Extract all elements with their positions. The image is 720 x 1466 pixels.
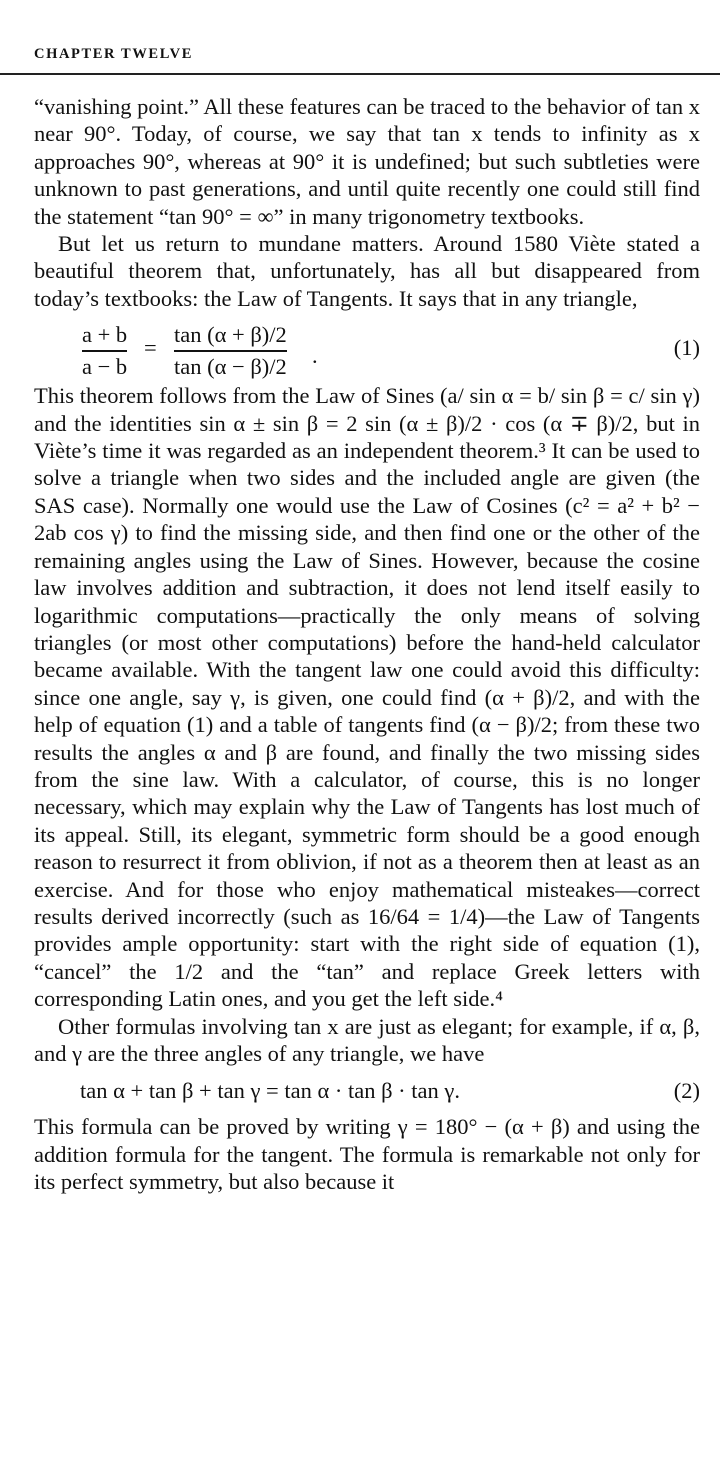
paragraph-3: This theorem follows from the Law of Sines (a/ sin α = b/ sin β = c/ sin γ) and the identities sin α ± sin β = 2 sin (α ± β)/2 · cos (α ∓ β)/2, but in Viète’s time it was regarded as an independent theorem.³ It can be used to solve a triangle when two sides and the included angle are given (the SAS case). Normally one would use the Law of Cosines (c² = a² + b² − 2ab cos γ) to find the missing side, and then find one or the other of the remaining angles using the Law of Sines. However, because the cosine law involves addition and subtraction, it does not lend itself easily to logarithmic computations—practically the only means of solving triangles (or most other computations) before the hand-held calculator became available. With the tangent law one could avoid this difficulty: since one angle, say γ, is given, one could find (α + β)/2, and with the help of equation (1) and a table of tangents find (α − β)/2; from these two results the angles α and β are found, and finally the two missing sides from the sine law. With a calculator, of course, this is no longer necessary, which may explain why the Law of Tangents has lost much of its appeal. Still, its elegant, symmetric form should be a good enough reason to resurrect it from oblivion, if not as a theorem then at least as an exercise. And for those who enjoy mathematical misteakes—correct results derived incorrectly (such as 16/64 = 1/4)—the Law of Tangents provides ample opportunity: start with the right side of equation (1), “cancel” the 1/2 and the “tan” and replace Greek letters with corresponding Latin ones, and you get the left side.⁴ (34, 383, 700, 1012)
lhs-numerator: a + b (82, 322, 128, 348)
equation-1-number: (1) (673, 335, 700, 361)
equation-2-expression: tan α + tan β + tan γ = tan α · tan β · tan γ. (80, 1078, 460, 1104)
paragraph-5: This formula can be proved by writing γ = 180° − (α + β) and using the addition formula for the tangent. The formula is remarkable not only for its perfect symmetry, but also because it (34, 1114, 700, 1195)
running-head: CHAPTER TWELVE (34, 46, 193, 62)
lhs-denominator: a − b (82, 353, 128, 379)
page-body (34, 93, 700, 1196)
paragraph-1: “vanishing point.” All these features can be traced to the behavior of tan x near 90°. Today, of course, we say that tan x tends to infinity as x approaches 90°, whereas at 90° it is undefined; but such subtleties were unknown to past generations, and until quite recently one could still find the statement “tan 90° = ∞” in many trigonometry textbooks. (34, 94, 701, 229)
equals-sign: = (144, 335, 157, 361)
paragraph-2: But let us return to mundane matters. Around 1580 Viète stated a beautiful theorem that, unfortunately, has all but disappeared from today’s textbooks: the Law of Tangents. It says that in any triangle, (34, 231, 700, 311)
lhs-fraction (82, 320, 127, 381)
rhs-numerator: tan (α + β)/2 (174, 322, 287, 348)
equation-law-of-tangents (34, 316, 700, 382)
rhs-fraction (174, 320, 287, 381)
header-rule (0, 73, 720, 75)
paragraph-4: Other formulas involving tan x are just as elegant; for example, if α, β, and γ are the three angles of any triangle, we have (34, 1013, 700, 1066)
equation-tangent-sum (34, 1073, 700, 1113)
rhs-denominator: tan (α − β)/2 (174, 353, 287, 379)
equation-2-number: (2) (673, 1078, 700, 1104)
equation-period: . (312, 343, 318, 369)
